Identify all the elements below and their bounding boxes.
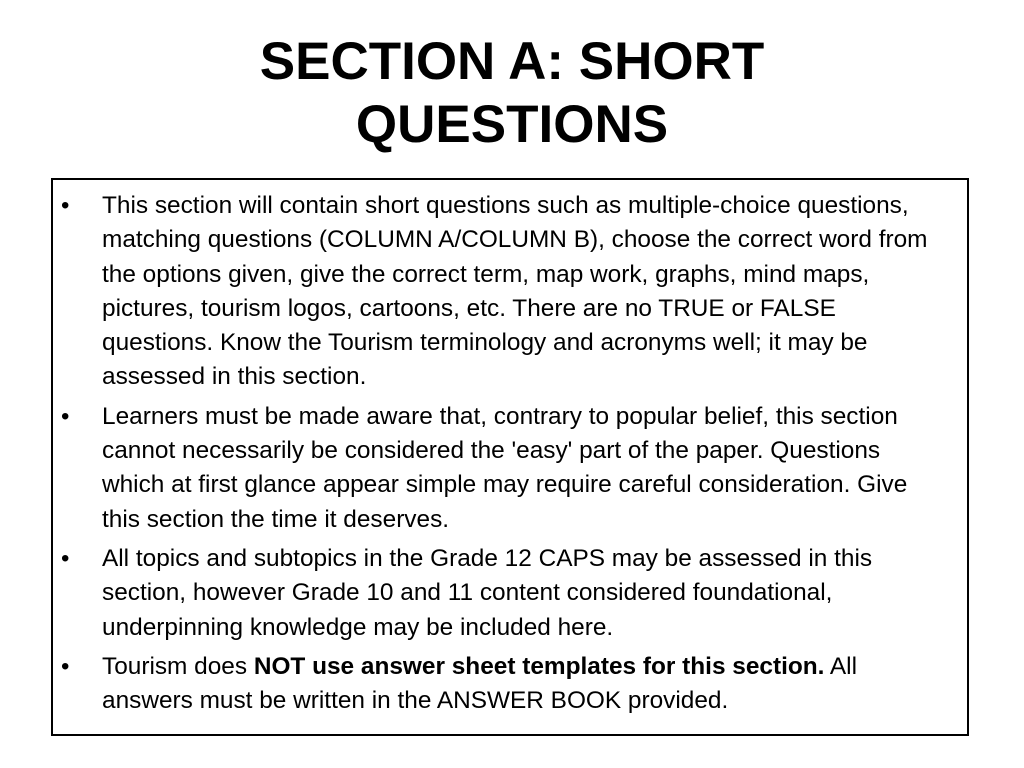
bullet-text-1: This section will contain short questions such as multiple-choice questions, matching questions (COLUMN A/COLUMN B), choose the correct word from the options given, give the correct term, map work, graphs, mind maps, pictures, tourism logos, cartoons, etc. There are no TRUE or FALSE questions. Know the Tourism terminology and acronyms well; it may be assessed in this section. [102,192,928,391]
bullet-text-4-prefix: Tourism does [102,652,254,680]
bullet-icon: • [61,402,70,430]
bullet-text-4-emphasis: NOT use answer sheet templates for this section. [253,652,825,680]
bullet-item-2 [53,400,967,537]
content-box [51,178,969,736]
bullet-text-2: Learners must be made aware that, contrary to popular belief, this section cannot necessarily be considered the 'easy' part of the paper. Questions which at first glance appear simple may require careful consideration. Give this section the time it deserves. [102,402,908,533]
bullet-icon: • [61,192,70,219]
bullet-item-4 [53,650,967,719]
bullet-icon: • [61,652,70,680]
bullet-item-3 [53,542,967,645]
slide-title-line-1: SECTION A: SHORT [259,32,765,91]
bullet-text-3: All topics and subtopics in the Grade 12 CAPS may be assessed in this section, however Grade 10 and 11 content considered foundational, underpinning knowledge may be included here. [102,544,873,641]
bullet-icon: • [61,544,70,572]
bullet-item-1 [53,189,967,395]
bullet-text-4-suffix: All answers must be written in the ANSWER BOOK provided. [102,652,858,715]
slide-title [0,30,1024,156]
bullet-list [53,189,967,723]
slide-title-line-2: QUESTIONS [355,95,669,154]
